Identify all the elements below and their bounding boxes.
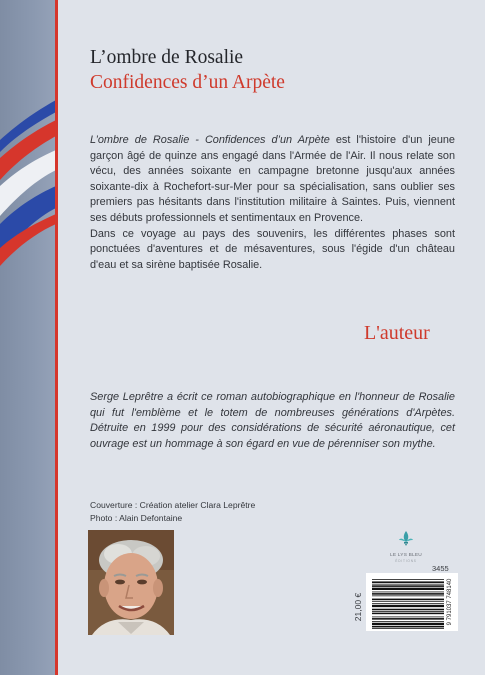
price-text: 21,00 €	[353, 592, 363, 622]
author-photo	[88, 530, 174, 635]
barcode-bar	[372, 588, 444, 590]
description-paragraph-1	[90, 133, 455, 227]
description-title-italic: L’ombre de Rosalie - Confidences d’un Arpète	[90, 134, 330, 146]
publisher-name: LE LYS BLEU	[390, 553, 422, 558]
barcode	[366, 573, 458, 631]
barcode-bar	[372, 623, 444, 625]
barcode-bar	[372, 584, 444, 585]
barcode-bar	[372, 585, 444, 587]
barcode-bar	[372, 626, 444, 628]
photo-credit: Photo : Alain Defontaine	[90, 512, 183, 523]
barcode-bar	[372, 601, 444, 602]
author-bio: Serge Leprêtre a écrit ce roman autobiographique en l'honneur de Rosalie qui fut l'emblème et le totem de nombreuses générations d'Arpètes. Détruite en 1999 pour des considérations de sécurité aéronautique, cet ouvrage est un hommage à son égard en vue de pérenniser son mythe.	[90, 391, 455, 450]
description-body: est l'histoire d'un jeune garçon âgé de quinze ans engagé dans l'Armée de l'Air. Il nous relate son vécu, des années soixante en campagne bretonne jusqu'aux années soixante-dix à Rochefort-sur-Mer pour sa spécialisation, sans oublier ses premiers pas hésitants dans l'institution militaire à Saintes. Puis, viennent ses débuts professionnels et sentimentaux en Provence.	[90, 134, 455, 224]
tricolor-flag-ribbon	[0, 0, 56, 675]
barcode-bar	[372, 618, 444, 620]
barcode-bar	[372, 611, 444, 612]
barcode-bar	[372, 592, 444, 593]
barcode-bar	[372, 595, 444, 596]
spine-panel	[0, 0, 56, 675]
lily-icon	[399, 530, 413, 546]
cover-credit: Couverture : Création atelier Clara Leprêtre	[90, 500, 256, 510]
product-code: 3455	[432, 564, 449, 573]
barcode-bar	[372, 617, 444, 618]
barcode-bar	[372, 621, 444, 622]
description-paragraph-2: Dans ce voyage au pays des souvenirs, les différentes phases sont ponctuées d'aventures et de mésaventures, sous l'égide d'un château d'eau et sa sirène baptisée Rosalie.	[90, 227, 455, 271]
barcode-bar	[372, 628, 444, 629]
barcode-bar	[372, 603, 444, 604]
barcode-bar	[372, 605, 444, 607]
barcode-bar	[372, 599, 444, 601]
book-subtitle: Confidences d’un Arpète	[90, 72, 285, 93]
barcode-bar	[372, 581, 444, 583]
barcode-bar	[372, 613, 444, 615]
publisher-sub: ÉDITIONS	[395, 559, 417, 563]
author-heading: L'auteur	[364, 322, 430, 344]
book-title: L’ombre de Rosalie	[90, 47, 244, 68]
book-description	[90, 133, 455, 273]
isbn-number: 9 791037 748140	[447, 578, 453, 626]
credits	[90, 499, 255, 524]
barcode-bars	[372, 579, 444, 629]
barcode-bar	[372, 593, 444, 595]
barcode-bar	[372, 609, 444, 611]
publisher-logo	[376, 530, 436, 563]
barcode-bar	[372, 579, 444, 580]
